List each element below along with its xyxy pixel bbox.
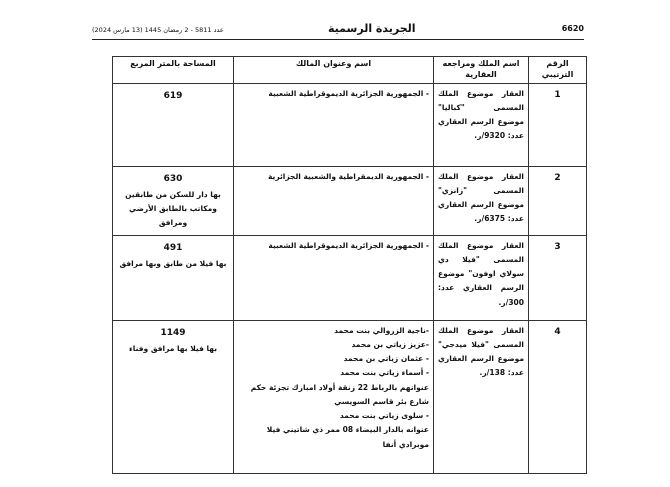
column-header-property: اسم الملك ومراجعه العقارية [434,57,529,84]
header-divider [92,39,584,40]
area-description: بها فيلا بها مرافق وفناء [128,343,218,353]
property-name: العقار موضوع الملك المسمى "زانزي" موضوع الرسم العقاري عدد: 6375/ر. [434,166,529,235]
area-cell [113,166,234,235]
row-number: 4 [529,320,587,473]
area-value: 1149 [160,327,186,338]
issue-line: عدد 5811 - 2 رمضان 1445 (13 مارس 2024) [92,26,224,34]
owner-cell [234,320,434,473]
owner-address: عنوانهم بالرباط 22 زنقة أولاد امبارك تجزئة حكم شارع بئر قاسم السويسي [250,382,429,406]
owner-line: - عثمان زياتي بن محمد [343,354,429,364]
owner-cell [234,235,434,320]
owner-line: - الجمهورية الجزائرية الديموقراطية الشعبية [268,88,429,98]
area-value: 491 [163,242,183,253]
owner-line: - الجمهورية الديمقراطية والشعبية الجزائرية [267,171,429,181]
property-name: العقار موضوع الملك المسمى "فيلا دي سولاي اوفون" موضوع الرسم العقاري عدد: 300/ر. [434,235,529,320]
table-header-row [113,57,587,84]
property-name: العقار موضوع الملك المسمى "كباليا" موضوع الرسم العقاري عدد: 9320/ر. [434,83,529,166]
owner-line: -عزيز زياتي بن محمد [351,339,429,349]
table-row [113,320,587,473]
area-description: بها دار للسكن من طابقين ومكاتب بالطابق الأرضي ومرافق [125,189,221,228]
owner-cell [234,166,434,235]
table-row [113,235,587,320]
owner-address: عنوانه بالدار البيضاء 08 ممر ذي شاتيني فيلا موبرادي أنفا [266,425,429,449]
owner-line: - الجمهورية الجزائرية الديموقراطية الشعبية [268,240,429,250]
owner-line: - سلوى زياتي بنت محمد [339,411,429,421]
journal-title: الجريدة الرسمية [328,22,416,35]
area-description: بها فيلا من طابق وبها مرافق [119,258,227,268]
area-cell [113,320,234,473]
column-header-number: الرقم الترتيبي [529,57,587,84]
area-value: 619 [163,90,183,101]
row-number: 3 [529,235,587,320]
column-header-owner: اسم وعنوان المالك [234,57,434,84]
page-header [92,22,584,38]
row-number: 1 [529,83,587,166]
area-cell [113,235,234,320]
owner-cell [234,83,434,166]
table-row [113,166,587,235]
table-row [113,83,587,166]
area-cell [113,83,234,166]
row-number: 2 [529,166,587,235]
page-number: 6620 [561,24,584,33]
column-header-area: المساحة بالمتر المربع [113,57,234,84]
property-table [112,56,587,474]
property-name: العقار موضوع الملك المسمى "فيلا ميدجي" موضوع الرسم العقاري عدد: 138/ر. [434,320,529,473]
area-value: 630 [163,173,183,184]
owner-line: -ناجية الزروالي بنت محمد [334,325,429,335]
owner-line: - أسماء زياتي بنت محمد [340,368,429,378]
